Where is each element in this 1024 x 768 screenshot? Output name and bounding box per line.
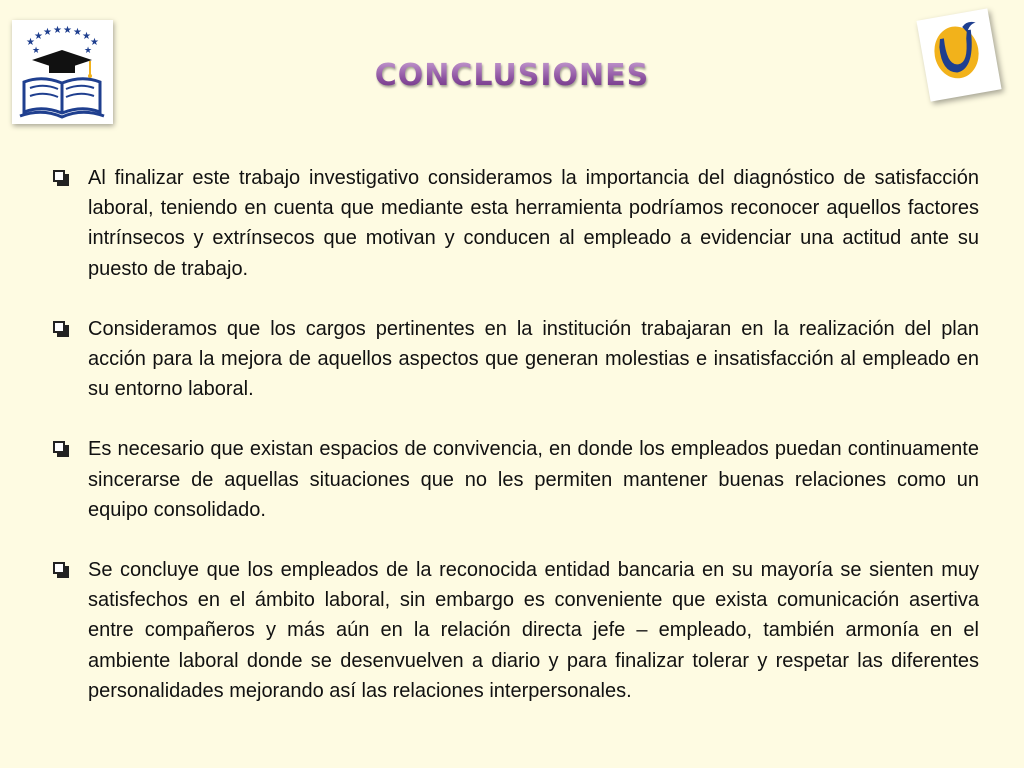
list-item: [53, 555, 979, 706]
svg-text:★: ★: [32, 46, 41, 56]
svg-text:★: ★: [26, 37, 35, 48]
list-item-text: Se concluye que los empleados de la reconocida entidad bancaria en su mayoría se sienten muy satisfechos en el ámbito laboral, sin embargo es conveniente que exista comunicación asertiva entre compañeros y más aún en la relación directa jefe – empleado, también armonía en el ambiente laboral donde se desenvuelven a diario y para finalizar tolerar y respetar las diferentes personalidades mejorando así las relaciones interpersonales.: [88, 559, 979, 702]
hollow-square-bullet-icon: [53, 170, 69, 186]
list-item: [53, 314, 979, 405]
hollow-square-bullet-icon: [53, 562, 69, 578]
letter-u-logo-icon: [916, 8, 1001, 101]
conclusions-list: [53, 163, 979, 736]
svg-text:★: ★: [82, 31, 91, 42]
list-item: [53, 434, 979, 525]
slide-title: CONCLUSIONES: [374, 58, 650, 93]
svg-text:★: ★: [34, 31, 43, 42]
list-item-text: Es necesario que existan espacios de convivencia, en donde los empleados puedan continuamente sincerarse de aquellas situaciones que no les permiten mantener buenas relaciones como un equipo consolidado.: [88, 438, 979, 521]
svg-text:★: ★: [90, 37, 99, 48]
university-logo: [916, 8, 1001, 101]
svg-text:★: ★: [53, 25, 62, 36]
svg-text:★: ★: [84, 46, 93, 56]
hollow-square-bullet-icon: [53, 441, 69, 457]
list-item: [53, 163, 979, 284]
svg-text:★: ★: [73, 27, 82, 38]
list-item-text: Consideramos que los cargos pertinentes en la institución trabajaran en la realización del plan acción para la mejora de aquellos aspectos que generan molestias e insatisfacción al empleado en su entorno laboral.: [88, 317, 979, 401]
svg-text:★: ★: [43, 27, 52, 38]
list-item-text: Al finalizar este trabajo investigativo consideramos la importancia del diagnóstico de satisfacción laboral, teniendo en cuenta que mediante esta herramienta podríamos reconocer aquellos factores intrínsecos y extrínsecos que motivan y conducen al empleado a evidenciar una actitud ante su puesto de trabajo.: [88, 167, 979, 280]
hollow-square-bullet-icon: [53, 321, 69, 337]
svg-text:★: ★: [63, 25, 72, 36]
